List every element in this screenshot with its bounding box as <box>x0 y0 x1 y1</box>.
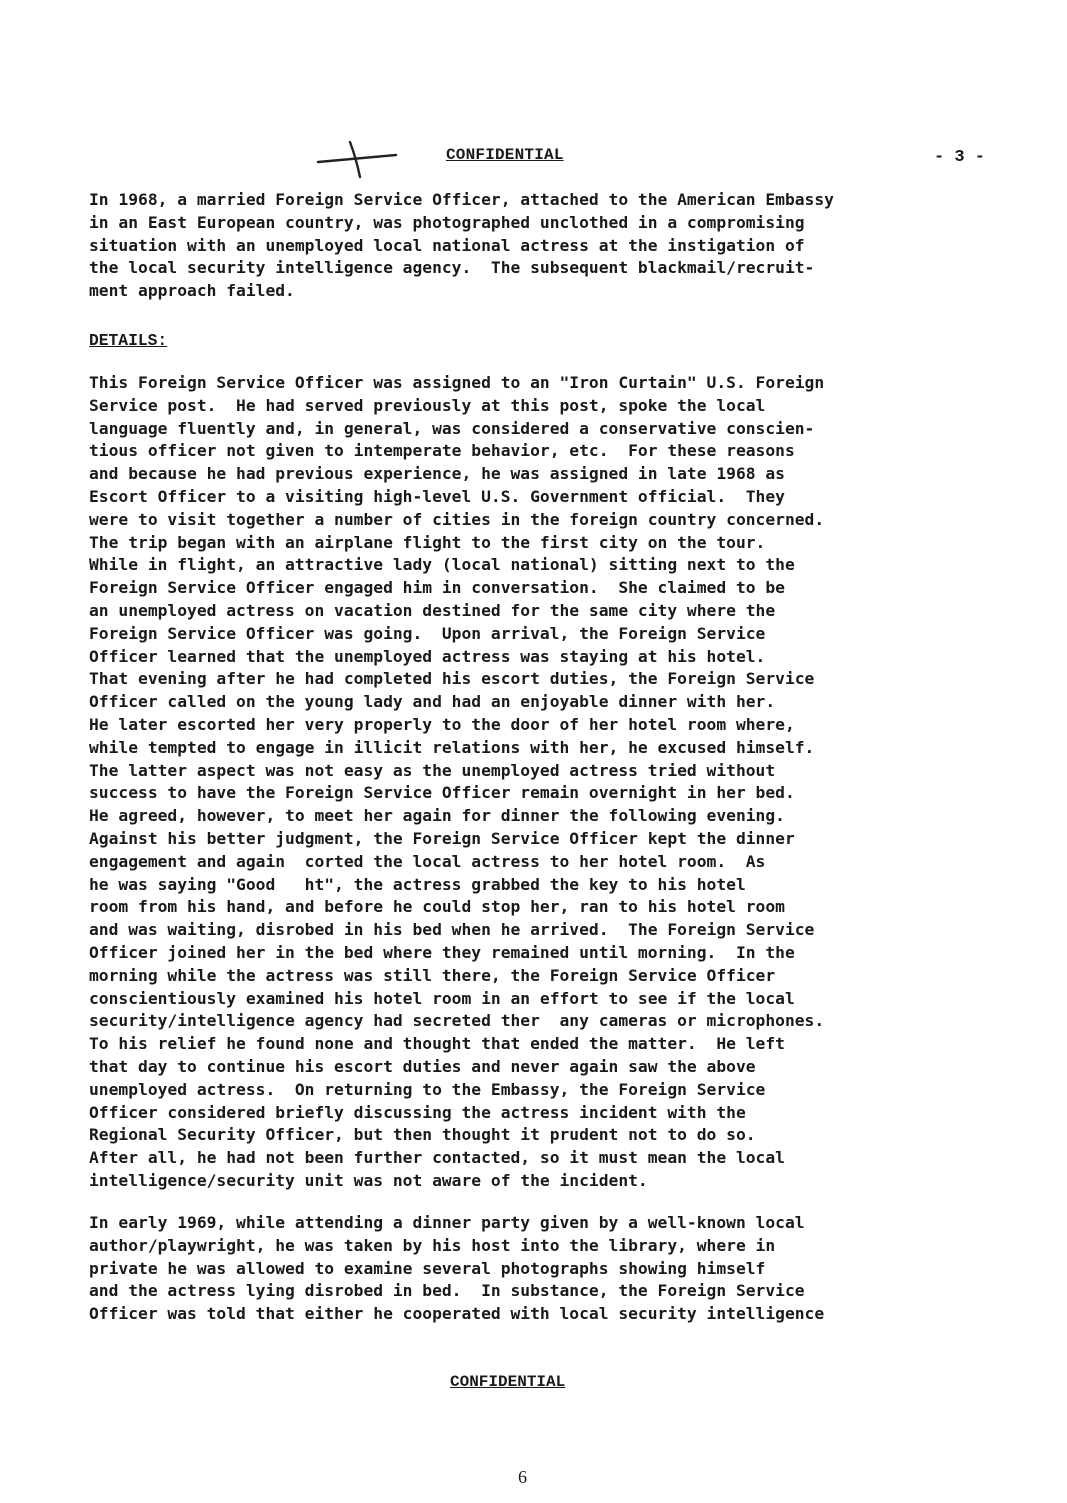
page-marker: - 3 - <box>934 148 986 167</box>
handwritten-mark <box>316 140 400 180</box>
details-paragraph: This Foreign Service Officer was assigned to an "Iron Curtain" U.S. Foreign Service post. He had served previously at this post, spoke the local language fluently and, in general, was considered a conservative conscien- tious officer not given to intemperate behavior, etc. For these reasons and because he had previous experience, he was assigned in late 1968 as Escort Officer to a visiting high-level U.S. Government official. They were to visit together a number of cities in the foreign country concerned. The trip began with an airplane flight to the first city on the tour. While in flight, an attractive lady (local national) sitting next to the Foreign Service Officer engaged him in conversation. She claimed to be an unemployed actress on vacation destined for the same city where the Foreign Service Officer was going. Upon arrival, the Foreign Service Officer learned that the unemployed actress was staying at his hotel. That evening after he had completed his escort duties, the Foreign Service Officer called on the young lady and had an enjoyable dinner with her. He later escorted her very properly to the door of her hotel room where, while tempted to engage in illicit relations with her, he excused himself. The latter aspect was not easy as the unemployed actress tried without success to have the Foreign Service Officer remain overnight in her bed. He agreed, however, to meet her again for dinner the following evening. Against his better judgment, the Foreign Service Officer kept the dinner engagement and again corted the local actress to her hotel room. As he was saying "Good ht", the actress grabbed the key to his hotel room from his hand, and before he could stop her, ran to his hotel room and was waiting, disrobed in his bed when he arrived. The Foreign Service Officer joined her in the bed where they remained until morning. In the morning while the actress was still there, the Foreign Service Officer conscientiously examined his hotel room in an effort to see if the local security/intelligence agency had secreted ther any cameras or microphones. To his relief he found none and thought that ended the matter. He left that day to continue his escort duties and never again saw the above unemployed actress. On returning to the Embassy, the Foreign Service Officer considered briefly discussing the actress incident with the Regional Security Officer, but then thought it prudent not to do so. After all, he had not been further contacted, so it must mean the local intelligence/security unit was not aware of the incident. <box>89 373 825 1190</box>
summary-paragraph: In 1968, a married Foreign Service Officer, attached to the American Embassy in an East European country, was photographed unclothed in a compromising situation with an unemployed local national actress at the instigation of the local security intelligence agency. The subsequent blackmail/recruit- ment approach failed. <box>89 190 834 301</box>
details-heading: DETAILS: <box>89 331 168 350</box>
final-paragraph: In early 1969, while attending a dinner party given by a well-known local author/playwright, he was taken by his host into the library, where in private he was allowed to examine several photographs showing himself and the actress lying disrobed in bed. In substance, the Foreign Service Officer was told that either he cooperated with local security intelligence <box>89 1213 825 1324</box>
footer-classification: CONFIDENTIAL <box>450 1373 566 1391</box>
page-number: 6 <box>518 1467 527 1487</box>
header-classification: CONFIDENTIAL <box>446 146 564 164</box>
